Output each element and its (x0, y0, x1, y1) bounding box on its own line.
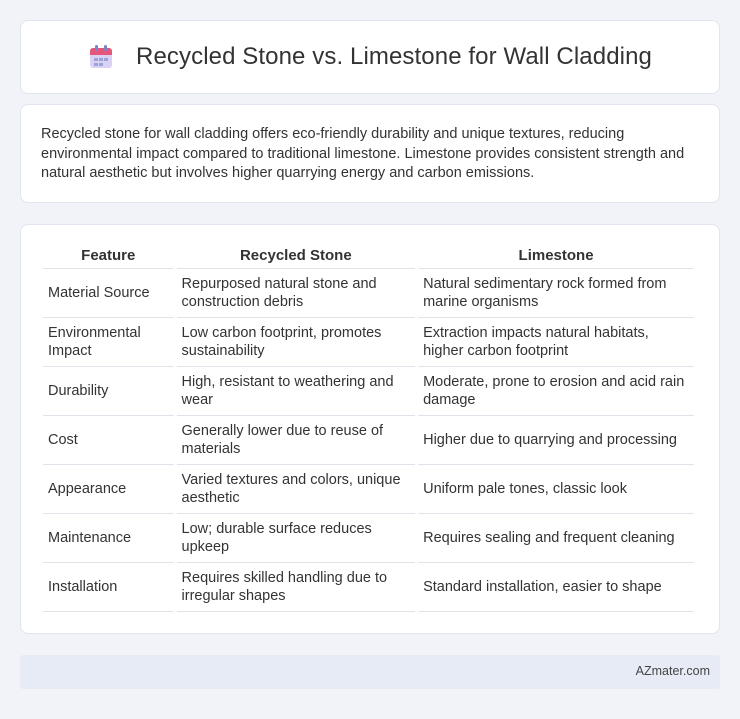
table-row (43, 465, 694, 514)
recycled-cell: Repurposed natural stone and construction debris (177, 269, 416, 318)
feature-cell: Maintenance (43, 514, 174, 563)
recycled-cell: Varied textures and colors, unique aesthetic (177, 465, 416, 514)
limestone-cell: Higher due to quarrying and processing (418, 416, 694, 465)
limestone-cell: Natural sedimentary rock formed from marine organisms (418, 269, 694, 318)
limestone-cell: Moderate, prone to erosion and acid rain damage (418, 367, 694, 416)
footer (20, 655, 720, 689)
recycled-cell: Low; durable surface reduces upkeep (177, 514, 416, 563)
comparison-table-card (20, 224, 720, 634)
table-row (43, 318, 694, 367)
recycled-cell: High, resistant to weathering and wear (177, 367, 416, 416)
feature-cell: Durability (43, 367, 174, 416)
feature-cell: Installation (43, 563, 174, 612)
table-row (43, 416, 694, 465)
title-card (20, 20, 720, 94)
table-row (43, 269, 694, 318)
calendar-icon (88, 44, 114, 70)
feature-cell: Environmental Impact (43, 318, 174, 367)
limestone-cell: Requires sealing and frequent cleaning (418, 514, 694, 563)
page-title: Recycled Stone vs. Limestone for Wall Cladding (136, 43, 652, 70)
limestone-cell: Extraction impacts natural habitats, higher carbon footprint (418, 318, 694, 367)
feature-cell: Appearance (43, 465, 174, 514)
table-row (43, 514, 694, 563)
recycled-cell: Low carbon footprint, promotes sustainability (177, 318, 416, 367)
table-row (43, 563, 694, 612)
summary-text: Recycled stone for wall cladding offers eco-friendly durability and unique textures, reducing environmental impact compared to traditional limestone. Limestone provides consistent strength and natural aesthetic but involves higher quarrying energy and carbon emissions. (41, 126, 685, 181)
summary-card (20, 104, 720, 203)
recycled-cell: Requires skilled handling due to irregular shapes (177, 563, 416, 612)
header-recycled-stone: Recycled Stone (177, 243, 416, 269)
feature-cell: Cost (43, 416, 174, 465)
header-feature: Feature (43, 243, 174, 269)
limestone-cell: Uniform pale tones, classic look (418, 465, 694, 514)
comparison-table (40, 243, 697, 612)
limestone-cell: Standard installation, easier to shape (418, 563, 694, 612)
table-header-row (43, 243, 694, 269)
table-row (43, 367, 694, 416)
header-limestone: Limestone (418, 243, 694, 269)
feature-cell: Material Source (43, 269, 174, 318)
footer-brand: AZmater.com (635, 664, 710, 678)
recycled-cell: Generally lower due to reuse of materials (177, 416, 416, 465)
